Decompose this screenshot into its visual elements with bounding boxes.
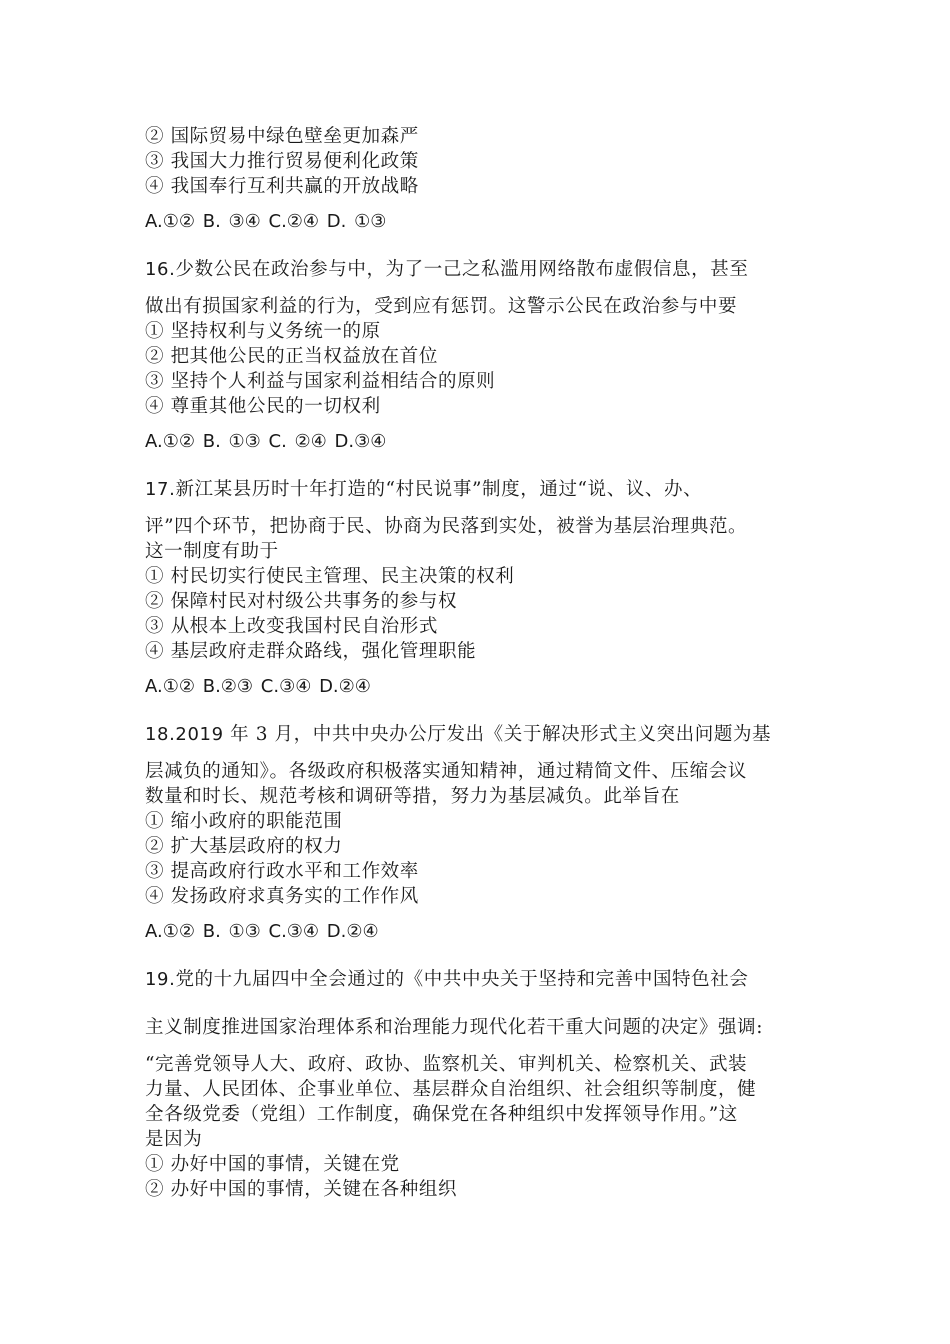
document-page: [145, 124, 825, 1202]
q18-number: 18.2019: [145, 724, 224, 745]
q16-answers: A.①② B. ①③ C. ②④ D.③④: [145, 431, 387, 452]
q16-option-4: ④ 尊重其他公民的一切权利: [145, 396, 381, 417]
q18-option-1: ① 缩小政府的职能范围: [145, 811, 343, 832]
q18-option-4: ④ 发扬政府求真务实的工作作风: [145, 886, 419, 907]
q17-line-3: 这一制度有助于: [145, 541, 279, 562]
q17-line-2: 评”四个环节，把协商于民、协商为民落到实处，被誉为基层治理典范。: [145, 516, 748, 537]
q18-line-2: 层减负的通知》。各级政府积极落实通知精神，通过精简文件、压缩会议: [145, 761, 747, 782]
q18-line-3: 数量和时长、规范考核和调研等措，努力为基层减负。此举旨在: [145, 786, 680, 807]
q17-block: [145, 477, 825, 699]
q15-option-2: ② 国际贸易中绿色壁垒更加森严: [145, 126, 419, 147]
q19-quote-line-2: 力量、人民团体、企事业单位、基层群众自治组织、社会组织等制度，健: [145, 1079, 757, 1100]
q16-block: [145, 257, 825, 454]
q17-number: 17.: [145, 479, 176, 500]
q17-option-2: ② 保障村民对村级公共事务的参与权: [145, 591, 458, 612]
q18-answers: A.①② B. ①③ C.③④ D.②④: [145, 921, 379, 942]
q16-option-2: ② 把其他公民的正当权益放在首位: [145, 346, 438, 367]
q19-quote-line-1: “完善党领导人大、政府、政协、监察机关、审判机关、检察机关、武装: [145, 1054, 748, 1075]
q15-option-4: ④ 我国奉行互利共赢的开放战略: [145, 176, 419, 197]
q16-number: 16.: [145, 259, 176, 280]
q19-quote-line-3: 全各级党委（党组）工作制度，确保党在各种组织中发挥领导作用。”这: [145, 1104, 738, 1125]
q18-heading: [145, 722, 825, 747]
q19-quote: [145, 1052, 825, 1152]
q15-answers: A.①② B. ③④ C.②④ D. ①③: [145, 211, 387, 232]
q17-heading-text: 新江某县历时十年打造的“村民说事”制度，通过“说、议、办、: [175, 479, 703, 500]
q16-option-3: ③ 坚持个人利益与国家利益相结合的原则: [145, 371, 496, 392]
q19-block: [145, 967, 825, 1202]
q19-line-2: 主义制度推进国家治理体系和治理能力现代化若干重大问题的决定》强调:: [145, 1017, 764, 1038]
q17-option-3: ③ 从根本上改变我国村民自治形式: [145, 616, 438, 637]
q18-option-3: ③ 提高政府行政水平和工作效率: [145, 861, 419, 882]
q16-option-1: ① 坚持权利与义务统一的原: [145, 321, 381, 342]
q19-quote-line-4: 是因为: [145, 1129, 203, 1150]
q19-option-1: ① 办好中国的事情，关键在党: [145, 1154, 400, 1175]
q17-answers: A.①② B.②③ C.③④ D.②④: [145, 676, 371, 697]
q19-number: 19.: [145, 969, 176, 990]
q16-line-2: 做出有损国家利益的行为，受到应有惩罚。这警示公民在政治参与中要: [145, 296, 738, 317]
q15-block: [145, 124, 825, 234]
q18-heading-text: 年 3 月，中共中央办公厅发出《关于解决形式主义突出问题为基: [223, 724, 772, 745]
q16-heading-text: 少数公民在政治参与中，为了一己之私滥用网络散布虚假信息，甚至: [175, 259, 749, 280]
q19-heading: [145, 967, 825, 992]
q18-option-2: ② 扩大基层政府的权力: [145, 836, 343, 857]
q17-heading: [145, 477, 825, 502]
q19-heading-text: 党的十九届四中全会通过的《中共中央关于坚持和完善中国特色社会: [175, 969, 749, 990]
q18-block: [145, 722, 825, 944]
q16-heading: [145, 257, 825, 282]
q17-option-1: ① 村民切实行使民主管理、民主决策的权利: [145, 566, 515, 587]
q17-option-4: ④ 基层政府走群众路线，强化管理职能: [145, 641, 477, 662]
q15-option-3: ③ 我国大力推行贸易便利化政策: [145, 151, 419, 172]
q19-option-2: ② 办好中国的事情，关键在各种组织: [145, 1179, 458, 1200]
